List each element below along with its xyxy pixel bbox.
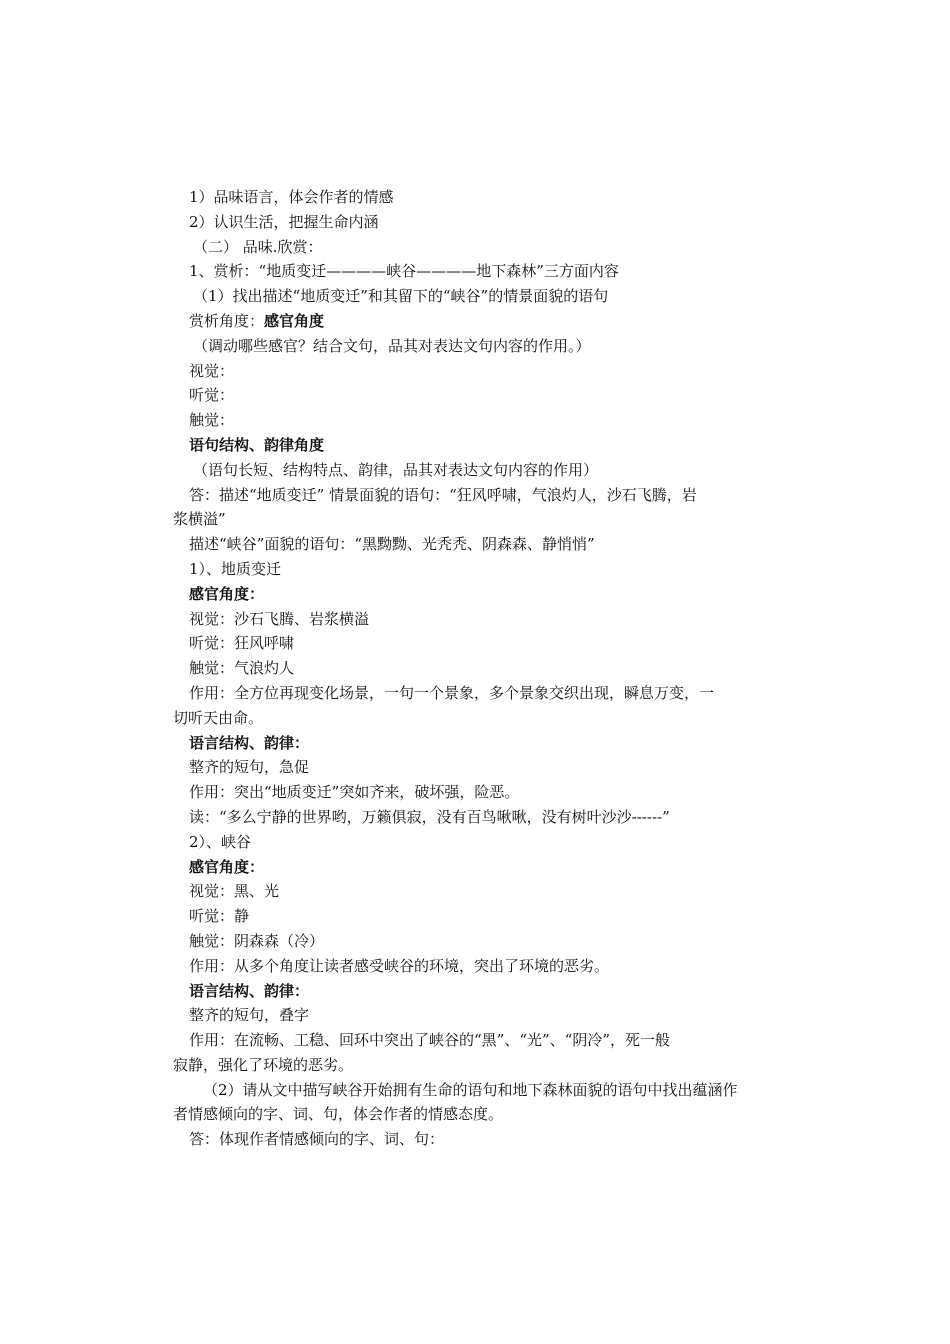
text-line: 视觉：沙石飞腾、岩浆横溢 (189, 609, 370, 628)
text-line: （语句长短、结构特点、韵律，品其对表达文句内容的作用） (193, 460, 599, 479)
text-line: 答：体现作者情感倾向的字、词、句： (189, 1130, 445, 1149)
text-line: （1）找出描述“地质变迁”和其留下的“峡谷”的情景面貌的语句 (193, 287, 609, 306)
text-line (189, 309, 787, 334)
paragraph-continuation: 者情感倾向的字、词、句，体会作者的情感态度。 (173, 1105, 504, 1124)
bold-heading: 语言结构、韵律： (189, 981, 310, 1000)
text-line: 触觉：气浪灼人 (189, 659, 295, 678)
paragraph-line: （2）请从文中描写峡谷开始拥有生命的语句和地下森林面貌的语句中找出蕴涵作 (203, 1080, 738, 1099)
section-heading: （二） 品味.欣赏： (193, 237, 323, 256)
text-line: 整齐的短句，叠字 (189, 1006, 310, 1025)
text-line: 整齐的短句，急促 (189, 758, 310, 777)
text-line: 2）认识生活，把握生命内涵 (189, 212, 379, 231)
text-line: 读：“多么宁静的世界哟，万籁俱寂，没有百鸟啾啾，没有树叶沙沙------” (189, 807, 670, 826)
text-line: 听觉：狂风呼啸 (189, 634, 295, 653)
line-prefix: 赏析角度： (189, 311, 265, 330)
text-line: 触觉：阴森森（冷） (189, 931, 325, 950)
bold-heading: 语言结构、韵律： (189, 733, 310, 752)
paragraph-line: 答：描述“地质变迁” 情景面貌的语句：“狂风呼啸，气浪灼人，沙石飞腾，岩 (189, 485, 697, 504)
document-body (173, 185, 787, 1152)
text-line: 作用：从多个角度让读者感受峡谷的环境，突出了环境的恶劣。 (189, 956, 610, 975)
paragraph-continuation: 浆横溢” (173, 510, 226, 529)
text-line: 1、赏析：“地质变迁————峡谷————地下森林”三方面内容 (189, 262, 619, 281)
paragraph-continuation: 寂静，强化了环境的恶劣。 (173, 1055, 354, 1074)
bold-heading: 感官角度 (264, 311, 325, 330)
text-line: 听觉：静 (189, 907, 250, 926)
text-line: 描述“峡谷”面貌的语句：“黑黝黝、光秃秃、阴森森、静悄悄” (189, 535, 595, 554)
bold-heading: 语句结构、韵律角度 (189, 435, 325, 454)
text-line: 视觉：黑、光 (189, 882, 280, 901)
paragraph-line: 作用：全方位再现变化场景，一句一个景象，多个景象交织出现，瞬息万变，一 (189, 683, 715, 702)
paragraph-continuation: 切听天由命。 (173, 708, 264, 727)
text-line: 听觉： (189, 386, 235, 405)
text-line: （调动哪些感官？结合文句，品其对表达文句内容的作用。） (193, 336, 591, 355)
text-line: 视觉： (189, 361, 235, 380)
text-line: 触觉： (189, 411, 235, 430)
text-line: 作用：突出“地质变迁”突如齐来，破坏强，险恶。 (189, 783, 520, 802)
bold-heading: 感官角度： (189, 857, 265, 876)
bold-heading: 感官角度： (189, 584, 265, 603)
paragraph-line: 作用：在流畅、工稳、回环中突出了峡谷的“黑”、“光”、“阴冷”，死一般 (189, 1031, 671, 1050)
text-line: 1）、地质变迁 (189, 559, 282, 578)
text-line: 2）、峡谷 (189, 832, 252, 851)
text-line: 1）品味语言，体会作者的情感 (189, 188, 394, 206)
